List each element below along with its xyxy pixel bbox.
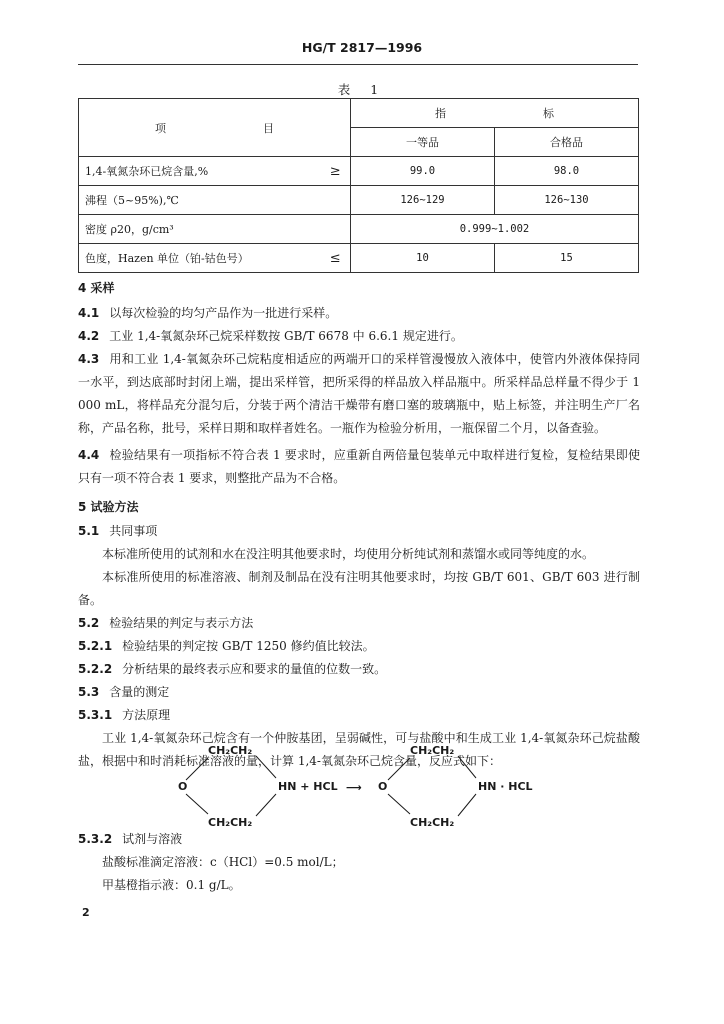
heading-5-3-2 [78,828,640,851]
clause-text: 含量的测定 [109,685,170,699]
clause-4-3 [78,348,640,440]
table-row [79,215,639,244]
row-symbol: ≥ [321,157,351,186]
right-ring-top: CH₂CH₂ [410,744,455,757]
clause-number: 5.2 [78,616,100,630]
heading-5-3-1 [78,704,640,727]
clause-4-4 [78,444,640,490]
row-label: 密度 ρ20，g/cm³ [79,215,321,244]
clause-5-2-2 [78,658,640,681]
page-number: 2 [82,906,90,919]
clause-number: 4.2 [78,329,100,343]
left-ring-top: CH₂CH₂ [208,744,253,757]
clause-4-1 [78,302,640,325]
standard-code: HG/T 2817—1996 [301,40,423,55]
clause-text: 检验结果有一项指标不符合表 1 要求时，应重新自两倍量包装单元中取样进行复检，复检结果即使只有一项不符合表 1 要求，则整批产品为不合格。 [78,448,640,485]
row-symbol [321,186,351,215]
clause-number: 4.4 [78,448,100,462]
reaction-arrow: ⟶ [346,781,362,794]
clause-number: 5.2.1 [78,639,113,653]
row-value-grade1: 126~129 [351,186,495,215]
header-index-a: 指 [435,107,446,120]
clause-text: 试剂与溶液 [122,832,183,846]
right-ring-bond [388,758,410,780]
table-row [79,157,639,186]
left-ring-bond [256,756,276,778]
right-ring-bond [458,794,476,816]
table-title: 表 1 [337,82,387,97]
header-rule [78,64,638,65]
clause-text: 检验结果的判定按 GB/T 1250 修约值比较法。 [122,639,375,653]
row-symbol [321,215,351,244]
row-value-grade2: 126~130 [495,186,639,215]
clause-number: 5.3.1 [78,708,113,722]
clause-text: 分析结果的最终表示应和要求的量值的位数一致。 [122,662,387,676]
right-ring-oxygen: O [378,780,388,793]
header-index-b: 标 [543,107,554,120]
left-ring-bond [186,794,208,814]
reactant-amine-plus-hcl: HN + HCL [278,780,338,793]
header-item-b: 目 [263,121,274,135]
clause-text: 以每次检验的均匀产品作为一批进行采样。 [109,306,338,320]
table-row [79,244,639,273]
clause-number: 4.1 [78,306,100,320]
clause-text: 工业 1,4-氧氮杂环己烷采样数按 GB/T 6678 中 6.6.1 规定进行。 [109,329,463,343]
clause-4-2 [78,325,640,348]
paragraph-5-1a: 本标准所使用的试剂和水在没注明其他要求时，均使用分析纯试剂和蒸馏水或同等纯度的水。 [102,547,595,561]
reagent-hcl-solution: 盐酸标准滴定溶液：c（HCl）=0.5 mol/L； [102,855,344,869]
header-grade1: 一等品 [351,128,495,157]
clause-text: 检验结果的判定与表示方法 [109,616,254,630]
left-ring-bottom: CH₂CH₂ [208,816,253,829]
heading-5-1 [78,520,640,543]
spec-table [78,98,639,273]
row-value-grade1: 99.0 [351,157,495,186]
clause-text: 用和工业 1,4-氧氮杂环己烷粘度相适应的两端开口的采样管漫慢放入液体中，使管内外液体保持同一水平，到达底部时封闭上端，提出采样管，把所采得的样品放入样品瓶中。所采样品总样量不得少于 1 000 mL，将样品充分混匀后，分装于两个清洁干燥带有磨口塞的玻璃瓶中，贴上标签，并注明生产厂名称，产品名称，批号，采样日期和取样者姓名。一瓶作为检验分析用，一瓶保留二个月，以备查验。 [78,352,640,435]
clause-number: 5.2.2 [78,662,113,676]
row-value-grade2: 15 [495,244,639,273]
paragraph-5-1b: 本标准所使用的标准溶液、制剂及制品在没有注明其他要求时，均按 GB/T 601、GB/T 603 进行制备。 [78,570,640,607]
reagent-methyl-orange: 甲基橙指示液：0.1 g/L。 [102,878,241,892]
row-value-grade1: 10 [351,244,495,273]
section-4-title: 4 采样 [78,281,115,295]
header-index [351,99,639,128]
clause-5-2-1 [78,635,640,658]
clause-number: 5.3.2 [78,832,113,846]
clause-number: 4.3 [78,352,100,366]
row-label: 沸程（5~95%),℃ [79,186,321,215]
paragraph-5-3-1: 工业 1,4-氧氮杂环己烷含有一个仲胺基团，呈弱碱性，可与盐酸中和生成工业 1,4-氧氮杂环己烷盐酸盐，根据中和时消耗标准溶液的量，计算 1,4-氧氮杂环己烷含量，反应式如下： [78,731,640,768]
header-item [79,99,351,157]
header-grade2: 合格品 [495,128,639,157]
row-label: 色度，Hazen 单位（铂-钴色号） [79,244,321,273]
product-amine-salt: HN · HCL [478,780,533,793]
table-row [79,186,639,215]
left-ring-bond [256,794,276,816]
left-ring-bond [186,758,208,780]
section-5-title: 5 试验方法 [78,500,139,514]
right-ring-bottom: CH₂CH₂ [410,816,455,829]
left-ring-oxygen: O [178,780,188,793]
right-ring-bond [458,756,476,778]
clause-text: 共同事项 [109,524,158,538]
reaction-equation [170,742,570,830]
clause-number: 5.3 [78,685,100,699]
row-symbol: ≤ [321,244,351,273]
row-value-grade2: 98.0 [495,157,639,186]
row-label: 1,4-氧氮杂环已烷含量,% [79,157,321,186]
header-item-a: 项 [155,121,166,135]
clause-number: 5.1 [78,524,100,538]
heading-5-3 [78,681,640,704]
clause-text: 方法原理 [122,708,171,722]
right-ring-bond [388,794,410,814]
row-value-merged: 0.999~1.002 [351,215,639,244]
heading-5-2 [78,612,640,635]
